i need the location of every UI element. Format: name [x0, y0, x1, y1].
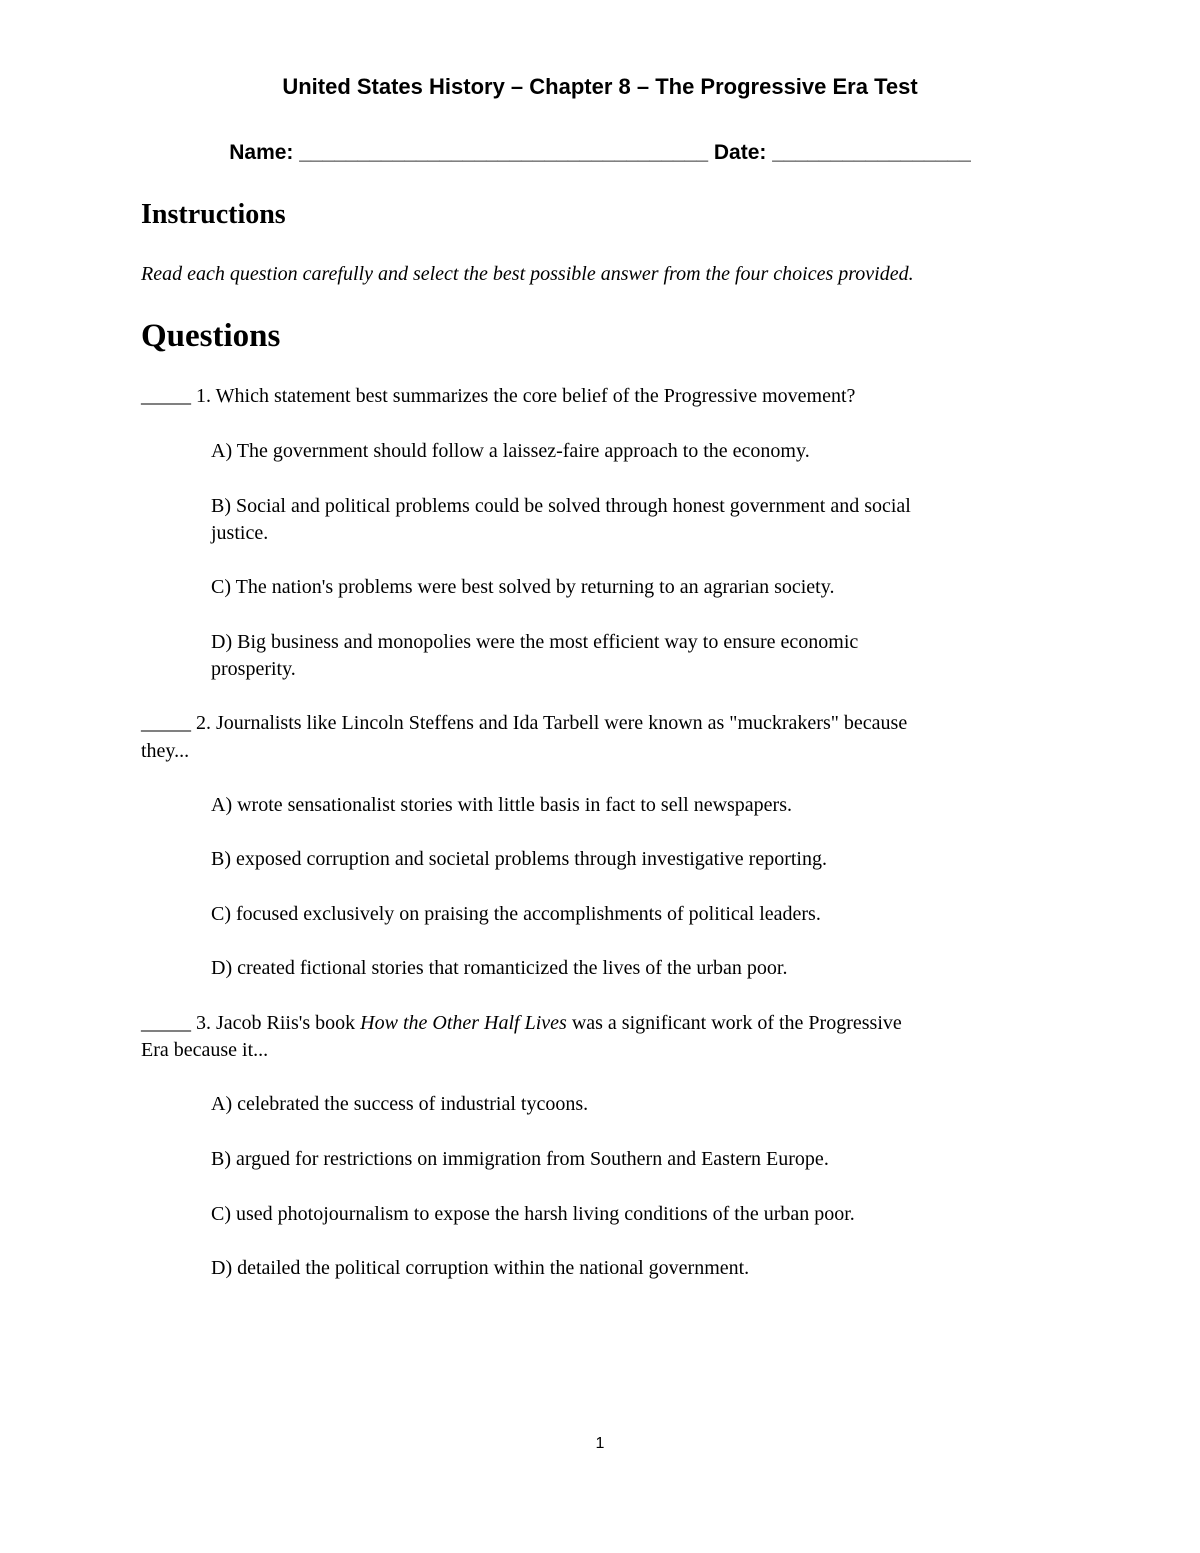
question-1-option-d-cont: prosperity. [211, 658, 296, 680]
question-3-prompt [141, 1012, 902, 1035]
question-2-prompt: _____ 2. Journalists like Lincoln Steffens and Ida Tarbell were known as "muckrakers" because [141, 712, 908, 734]
instructions-text: Read each question carefully and select the best possible answer from the four choices provided. [141, 263, 914, 285]
question-1-option-d: D) Big business and monopolies were the most efficient way to ensure economic [211, 631, 859, 653]
question-2-option-d: D) created fictional stories that romanticized the lives of the urban poor. [211, 957, 788, 979]
question-3-prompt-cont: Era because it... [141, 1039, 269, 1061]
questions-heading: Questions [141, 318, 281, 354]
page-number: 1 [595, 1435, 605, 1452]
question-3-option-c: C) used photojournalism to expose the harsh living conditions of the urban poor. [211, 1203, 855, 1225]
document-title: United States History – Chapter 8 – The Progressive Era Test [282, 74, 918, 99]
book-title: How the Other Half Lives [360, 1012, 567, 1034]
question-3-prompt-end: was a significant work of the Progressive [566, 1012, 902, 1034]
question-3-option-a: A) celebrated the success of industrial tycoons. [211, 1093, 589, 1115]
question-3-option-d: D) detailed the political corruption within the national government. [211, 1257, 750, 1279]
instructions-heading: Instructions [141, 199, 286, 230]
question-2-prompt-cont: they... [141, 740, 190, 762]
question-2-option-c: C) focused exclusively on praising the accomplishments of political leaders. [211, 903, 821, 925]
question-2-option-b: B) exposed corruption and societal problems through investigative reporting. [211, 848, 827, 870]
question-1-option-b-cont: justice. [211, 522, 269, 544]
question-3-option-b: B) argued for restrictions on immigration from Southern and Eastern Europe. [211, 1148, 829, 1170]
question-1-option-a: A) The government should follow a laissez-faire approach to the economy. [211, 440, 810, 462]
question-1-option-b: B) Social and political problems could be solved through honest government and social [211, 495, 911, 517]
question-1-option-c: C) The nation's problems were best solved by returning to an agrarian society. [211, 576, 835, 598]
question-1-prompt: _____ 1. Which statement best summarizes the core belief of the Progressive movement? [141, 385, 856, 407]
name-date-line: Name: ___________________________________ Date: _________________ [229, 141, 971, 164]
question-3-prompt-start: _____ 3. Jacob Riis's book [141, 1012, 361, 1034]
question-2-option-a: A) wrote sensationalist stories with little basis in fact to sell newspapers. [211, 794, 792, 816]
